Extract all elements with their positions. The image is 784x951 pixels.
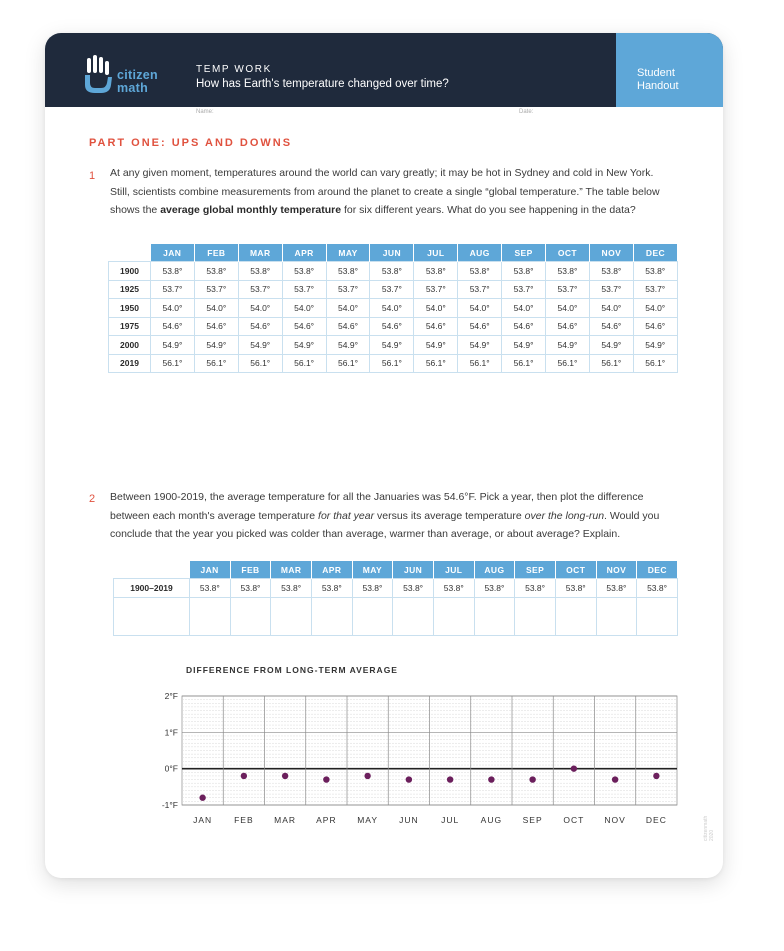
- temperature-cell: 53.8°: [414, 262, 458, 281]
- temperature-cell: 54.0°: [414, 299, 458, 318]
- temperature-cell: 54.9°: [370, 336, 414, 355]
- month-header: FEB: [230, 561, 271, 579]
- temperature-cell: 56.1°: [633, 354, 677, 373]
- month-header: NOV: [596, 561, 637, 579]
- temperature-cell: 54.9°: [458, 336, 502, 355]
- average-cell: 53.8°: [393, 579, 434, 598]
- data-point: [529, 776, 535, 782]
- average-cell: 53.8°: [271, 579, 312, 598]
- temperature-cell: 54.6°: [282, 317, 326, 336]
- chart-title: DIFFERENCE FROM LONG-TERM AVERAGE: [186, 665, 398, 675]
- temperature-cell: 53.7°: [458, 280, 502, 299]
- part-one-heading: PART ONE: UPS AND DOWNS: [89, 137, 293, 149]
- table-row: [109, 317, 678, 336]
- data-point: [653, 773, 659, 779]
- temperature-cell: 53.7°: [502, 280, 546, 299]
- answer-cell[interactable]: [114, 598, 190, 636]
- temperature-cell: 54.0°: [238, 299, 282, 318]
- temperature-cell: 53.7°: [370, 280, 414, 299]
- temperature-cell: 54.9°: [414, 336, 458, 355]
- month-header: APR: [311, 561, 352, 579]
- temperature-cell: 54.9°: [326, 336, 370, 355]
- temperature-cell: 54.9°: [151, 336, 195, 355]
- temperature-cell: 54.0°: [458, 299, 502, 318]
- handout-badge: Student Handout: [616, 33, 723, 107]
- year-cell: 1900: [109, 262, 151, 281]
- temperature-cell: 53.7°: [546, 280, 590, 299]
- answer-cell[interactable]: [474, 598, 515, 636]
- difference-chart: [140, 663, 700, 833]
- x-tick-label: JAN: [193, 815, 213, 825]
- temperature-cell: 56.1°: [370, 354, 414, 373]
- answer-cell[interactable]: [311, 598, 352, 636]
- x-tick-label: FEB: [234, 815, 254, 825]
- temperature-cell: 53.8°: [151, 262, 195, 281]
- data-point: [199, 795, 205, 801]
- lesson-title: How has Earth's temperature changed over time?: [196, 78, 449, 90]
- data-point: [571, 765, 577, 771]
- temperature-cell: 54.6°: [326, 317, 370, 336]
- temperature-cell: 53.7°: [589, 280, 633, 299]
- temperature-cell: 54.6°: [546, 317, 590, 336]
- temperature-cell: 54.9°: [282, 336, 326, 355]
- average-cell: 53.8°: [190, 579, 231, 598]
- temperature-cell: 53.7°: [151, 280, 195, 299]
- temperature-cell: 53.8°: [194, 262, 238, 281]
- answer-cell[interactable]: [352, 598, 393, 636]
- answer-cell[interactable]: [190, 598, 231, 636]
- temperature-cell: 54.0°: [194, 299, 238, 318]
- temperature-cell: 54.9°: [194, 336, 238, 355]
- average-cell: 53.8°: [637, 579, 678, 598]
- data-point: [282, 773, 288, 779]
- temperature-cell: 54.0°: [326, 299, 370, 318]
- table-row: [109, 280, 678, 299]
- answer-cell[interactable]: [637, 598, 678, 636]
- temperature-cell: 53.8°: [238, 262, 282, 281]
- temperature-cell: 54.6°: [502, 317, 546, 336]
- data-point: [488, 776, 494, 782]
- answer-cell[interactable]: [230, 598, 271, 636]
- y-tick-label: 0°F: [164, 763, 178, 774]
- month-header: NOV: [589, 244, 633, 262]
- average-cell: 53.8°: [596, 579, 637, 598]
- x-tick-label: APR: [316, 815, 337, 825]
- x-tick-label: AUG: [480, 815, 503, 825]
- logo-wordmark: citizen math: [117, 68, 158, 95]
- month-header: DEC: [637, 561, 678, 579]
- month-header: DEC: [633, 244, 677, 262]
- y-tick-label: 2°F: [164, 691, 178, 701]
- average-cell: 53.8°: [474, 579, 515, 598]
- temperature-cell: 54.9°: [238, 336, 282, 355]
- data-point: [447, 776, 453, 782]
- temperature-cell: 53.8°: [458, 262, 502, 281]
- answer-cell[interactable]: [555, 598, 596, 636]
- temperature-cell: 53.8°: [326, 262, 370, 281]
- temperature-cell: 54.6°: [151, 317, 195, 336]
- average-cell: 53.8°: [230, 579, 271, 598]
- month-header: JUN: [393, 561, 434, 579]
- month-header: SEP: [502, 244, 546, 262]
- temperature-cell: 56.1°: [282, 354, 326, 373]
- x-tick-label: JUL: [441, 815, 460, 825]
- data-point: [364, 773, 370, 779]
- month-header: MAR: [238, 244, 282, 262]
- answer-cell[interactable]: [596, 598, 637, 636]
- question-2-text: Between 1900-2019, the average temperature for all the Januaries was 54.6°F. Pick a year, then plot the difference between each month's average temperature for that year versus its average temperature over the long-run. Would you conclude that the year you picked was colder than average, warmer than average, or about average? Explain.: [110, 491, 660, 540]
- table-row: [109, 354, 678, 373]
- month-header: FEB: [194, 244, 238, 262]
- month-header: MAY: [326, 244, 370, 262]
- row-label: 1900–2019: [114, 579, 190, 598]
- raised-hand-logo-icon: [81, 55, 117, 95]
- temperature-cell: 53.8°: [370, 262, 414, 281]
- temperature-cell: 54.6°: [414, 317, 458, 336]
- answer-cell[interactable]: [393, 598, 434, 636]
- month-header: APR: [282, 244, 326, 262]
- temperature-cell: 54.0°: [282, 299, 326, 318]
- y-tick-label: -1°F: [161, 800, 178, 810]
- year-cell: 1925: [109, 280, 151, 299]
- temperature-cell: 54.6°: [238, 317, 282, 336]
- long-term-average-table: [113, 561, 678, 636]
- table-row: [109, 262, 678, 281]
- temperature-cell: 54.0°: [370, 299, 414, 318]
- x-tick-label: JUN: [399, 815, 419, 825]
- temperature-cell: 54.6°: [633, 317, 677, 336]
- temperature-cell: 53.7°: [326, 280, 370, 299]
- temperature-cell: 53.8°: [502, 262, 546, 281]
- temperature-cell: 54.6°: [589, 317, 633, 336]
- temperature-cell: 54.0°: [633, 299, 677, 318]
- month-header: MAY: [352, 561, 393, 579]
- x-tick-label: OCT: [563, 815, 585, 825]
- data-point: [323, 776, 329, 782]
- temperature-cell: 54.9°: [589, 336, 633, 355]
- date-label: Date:: [519, 109, 534, 115]
- temperature-cell: 54.0°: [546, 299, 590, 318]
- answer-cell[interactable]: [271, 598, 312, 636]
- month-header: OCT: [555, 561, 596, 579]
- data-point: [406, 776, 412, 782]
- x-tick-label: NOV: [604, 815, 626, 825]
- temperature-cell: 56.1°: [151, 354, 195, 373]
- temperature-cell: 54.9°: [546, 336, 590, 355]
- temperature-cell: 54.0°: [502, 299, 546, 318]
- question-1-text: At any given moment, temperatures around the world can vary greatly; it may be hot in Sydney and cold in New York. Still, scientists combine measurements from around the planet to create a single “global temperature.” The table below shows the average global monthly temperature for six different years. What do you see happening in the data?: [110, 167, 660, 216]
- temperature-cell: 53.8°: [282, 262, 326, 281]
- x-tick-label: MAY: [357, 815, 379, 825]
- temperature-cell: 54.0°: [151, 299, 195, 318]
- temperature-cell: 54.6°: [370, 317, 414, 336]
- temperature-cell: 56.1°: [326, 354, 370, 373]
- year-cell: 2000: [109, 336, 151, 355]
- temperature-cell: 56.1°: [414, 354, 458, 373]
- x-tick-label: SEP: [522, 815, 543, 825]
- temperature-cell: 54.6°: [458, 317, 502, 336]
- year-cell: 1950: [109, 299, 151, 318]
- question-2-number: 2: [89, 493, 96, 505]
- data-point: [612, 776, 618, 782]
- month-header: SEP: [515, 561, 556, 579]
- name-label: Name:: [196, 109, 214, 115]
- month-header: MAR: [271, 561, 312, 579]
- temperature-cell: 54.9°: [502, 336, 546, 355]
- temperature-cell: 56.1°: [502, 354, 546, 373]
- x-tick-label: MAR: [274, 815, 297, 825]
- average-cell: 53.8°: [311, 579, 352, 598]
- temperature-cell: 53.7°: [238, 280, 282, 299]
- worksheet-page: [45, 33, 723, 878]
- temperature-cell: 54.9°: [633, 336, 677, 355]
- temperature-cell: 56.1°: [589, 354, 633, 373]
- lesson-kicker: TEMP WORK: [196, 64, 272, 75]
- monthly-temperature-table: [108, 244, 678, 373]
- copyright-watermark: citizenmath 2020: [703, 815, 715, 841]
- average-cell: 53.8°: [515, 579, 556, 598]
- data-point: [241, 773, 247, 779]
- average-cell: 53.8°: [555, 579, 596, 598]
- temperature-cell: 56.1°: [458, 354, 502, 373]
- month-header: OCT: [546, 244, 590, 262]
- temperature-cell: 53.7°: [282, 280, 326, 299]
- month-header: AUG: [474, 561, 515, 579]
- table-row: [109, 299, 678, 318]
- month-header: AUG: [458, 244, 502, 262]
- temperature-cell: 54.0°: [589, 299, 633, 318]
- month-header: JUL: [433, 561, 474, 579]
- y-tick-label: 1°F: [164, 727, 178, 738]
- question-1-number: 1: [89, 170, 96, 182]
- temperature-cell: 53.7°: [194, 280, 238, 299]
- answer-cell[interactable]: [433, 598, 474, 636]
- temperature-cell: 53.8°: [633, 262, 677, 281]
- temperature-cell: 54.6°: [194, 317, 238, 336]
- page-header: [45, 33, 723, 107]
- temperature-cell: 53.7°: [633, 280, 677, 299]
- x-tick-label: DEC: [645, 815, 667, 825]
- temperature-cell: 56.1°: [546, 354, 590, 373]
- temperature-cell: 56.1°: [238, 354, 282, 373]
- table-row: [109, 336, 678, 355]
- temperature-cell: 53.8°: [589, 262, 633, 281]
- month-header: JUN: [370, 244, 414, 262]
- year-cell: 2019: [109, 354, 151, 373]
- month-header: JUL: [414, 244, 458, 262]
- average-cell: 53.8°: [433, 579, 474, 598]
- temperature-cell: 53.8°: [546, 262, 590, 281]
- year-cell: 1975: [109, 317, 151, 336]
- temperature-cell: 56.1°: [194, 354, 238, 373]
- month-header: JAN: [190, 561, 231, 579]
- month-header: JAN: [151, 244, 195, 262]
- average-cell: 53.8°: [352, 579, 393, 598]
- temperature-cell: 53.7°: [414, 280, 458, 299]
- answer-cell[interactable]: [515, 598, 556, 636]
